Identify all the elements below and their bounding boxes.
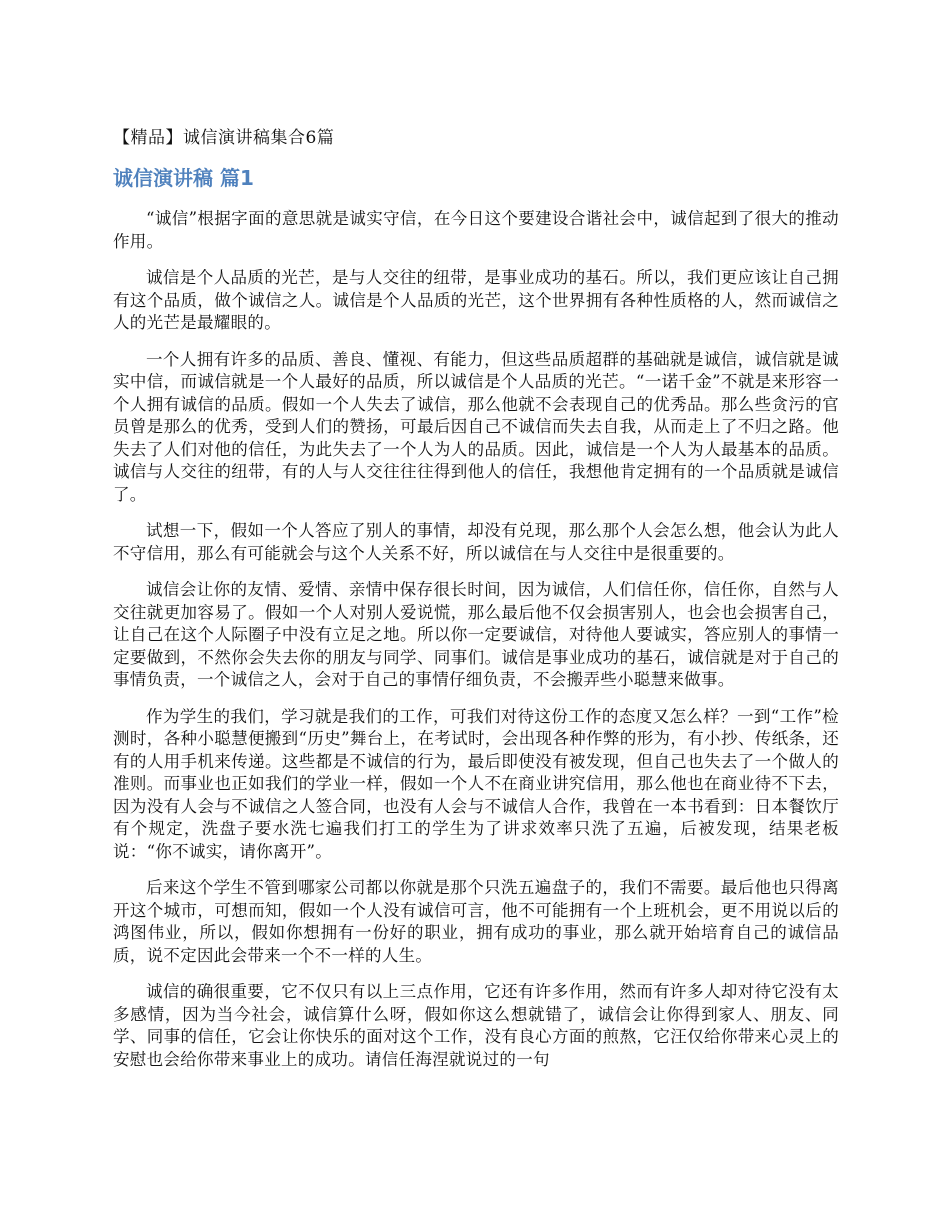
paragraph-3: 一个人拥有许多的品质、善良、懂视、有能力，但这些品质超群的基础就是诚信，诚信就是诚实中信，而诚信就是一个人最好的品质，所以诚信是个人品质的光芒。“一诺千金”不就是来形容一个人拥有诚信的品质。假如一个人失去了诚信，那么他就不会表现自己的优秀品。那么些贪污的官员曾是那么的优秀，受到人们的赞扬，可最后因自己不诚信而失去自我，从而走上了不归之路。他失去了人们对他的信任，为此失去了一个人为人的品质。因此，诚信是一个人为人最基本的品质。诚信与人交往的纽带，有的人与人交往往往得到他人的信任，我想他肯定拥有的一个品质就是诚信了。 [113, 349, 839, 504]
document-page [113, 126, 839, 1085]
section-heading: 诚信演讲稿 篇1 [113, 166, 254, 190]
document-title: 【精品】诚信演讲稿集合6篇 [113, 128, 335, 148]
paragraph-4: 试想一下，假如一个人答应了别人的事情，却没有兑现，那么那个人会怎么想，他会认为此人不守信用，那么有可能就会与这个人关系不好，所以诚信在与人交往中是很重要的。 [113, 521, 839, 563]
paragraph-6: 作为学生的我们，学习就是我们的工作，可我们对待这份工作的态度又怎么样？一到“工作”检测时，各种小聪慧便搬到“历史”舞台上，在考试时，会出现各种作弊的形为，有小抄、传纸条，还有的人用手机来传递。这些都是不诚信的行为，最后即使没有被发现，但自己也失去了一个做人的准则。而事业也正如我们的学业一样，假如一个人不在商业讲究信用，那么他也在商业待不下去，因为没有人会与不诚信之人签合同，也没有人会与不诚信人合作，我曾在一本书看到：日本餐饮厅有个规定，洗盘子要水洗七遍我们打工的学生为了讲求效率只洗了五遍，后被发现，结果老板说：“你不诚实，请你离开”。 [113, 706, 839, 861]
paragraph-5: 诚信会让你的友情、爱情、亲情中保存很长时间，因为诚信，人们信任你，信任你，自然与人交往就更加容易了。假如一个人对别人爱说慌，那么最后他不仅会损害别人，也会也会损害自己，让自己在这个人际圈子中没有立足之地。所以你一定要诚信，对待他人要诚实，答应别人的事情一定要做到，不然你会失去你的朋友与同学、同事们。诚信是事业成功的基石，诚信就是对于自己的事情负责，一个诚信之人，会对于自己的事情仔细负责，不会搬弄些小聪慧来做事。 [113, 580, 839, 689]
paragraph-7: 后来这个学生不管到哪家公司都以你就是那个只洗五遍盘子的，我们不需要。最后他也只得离开这个城市，可想而知，假如一个人没有诚信可言，他不可能拥有一个上班机会，更不用说以后的鸿图伟业，所以，假如你想拥有一份好的职业，拥有成功的事业，那么就开始培育自己的诚信品质，说不定因此会带来一个不一样的人生。 [113, 878, 839, 965]
paragraph-8: 诚信的确很重要，它不仅只有以上三点作用，它还有许多作用，然而有许多人却对待它没有太多感情，因为当今社会，诚信算什么呀，假如你这么想就错了，诚信会让你得到家人、朋友、同学、同事的信任，它会让你快乐的面对这个工作，没有良心方面的煎熬，它汪仅给你带来心灵上的安慰也会给你带来事业上的成功。请信任海涅就说过的一句 [113, 982, 839, 1069]
paragraph-2: 诚信是个人品质的光芒，是与人交往的纽带，是事业成功的基石。所以，我们更应该让自己拥有这个品质，做个诚信之人。诚信是个人品质的光芒，这个世界拥有各种性质格的人，然而诚信之人的光芒是最耀眼的。 [113, 268, 839, 332]
paragraph-1: “诚信”根据字面的意思就是诚实守信，在今日这个要建设合谐社会中，诚信起到了很大的推动作用。 [113, 209, 839, 251]
